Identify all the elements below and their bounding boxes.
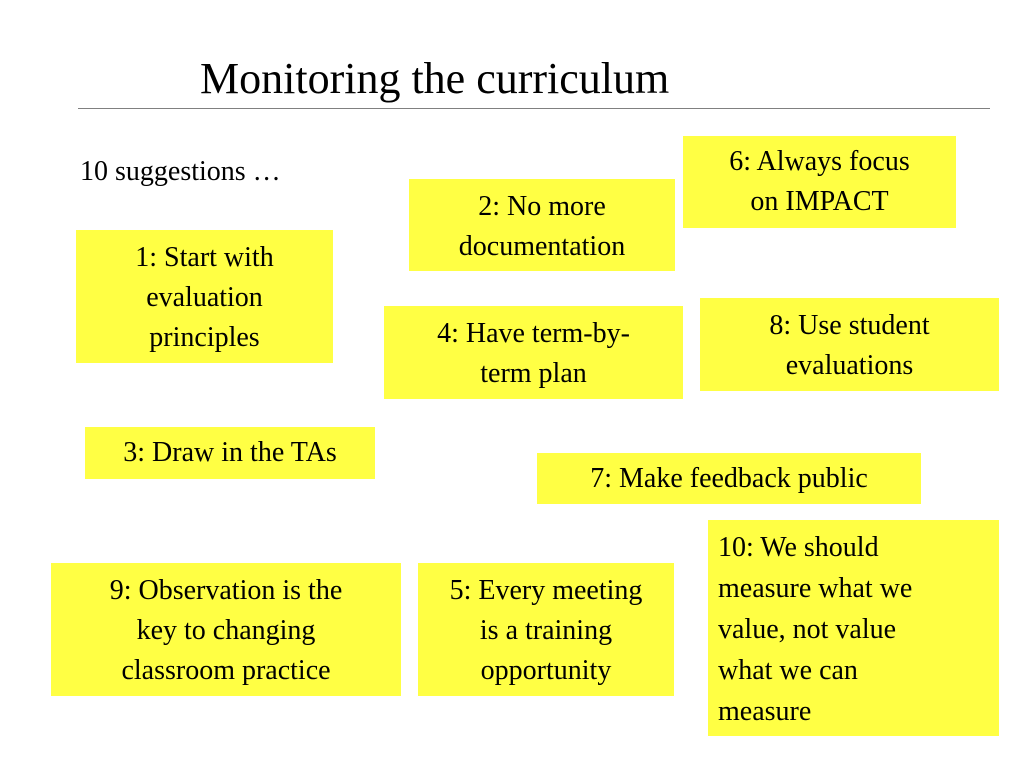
suggestion-9-box bbox=[51, 563, 401, 696]
suggestion-5-line: opportunity bbox=[480, 655, 612, 686]
suggestion-5-box bbox=[418, 563, 674, 696]
suggestion-8-line: evaluations bbox=[785, 350, 914, 381]
suggestion-6-line: on IMPACT bbox=[750, 186, 889, 217]
suggestion-1-line: evaluation bbox=[146, 282, 263, 313]
suggestion-6-box bbox=[683, 136, 956, 228]
suggestion-7-box bbox=[537, 453, 921, 504]
suggestion-7-line: 7: Make feedback public bbox=[590, 463, 868, 494]
suggestion-10-line: measure what we bbox=[718, 573, 913, 604]
suggestion-10-line: what we can bbox=[718, 655, 858, 686]
suggestion-8-box bbox=[700, 298, 999, 391]
suggestion-5-line: is a training bbox=[479, 615, 613, 646]
suggestion-9-line: key to changing bbox=[136, 615, 316, 646]
suggestion-9-line: 9: Observation is the bbox=[109, 575, 343, 606]
suggestion-10-box bbox=[708, 520, 999, 736]
suggestion-1-line: 1: Start with bbox=[135, 242, 274, 273]
slide-subtitle: 10 suggestions … bbox=[80, 156, 281, 187]
suggestion-4-line: term plan bbox=[480, 358, 587, 389]
suggestion-2-line: documentation bbox=[458, 231, 626, 262]
suggestion-3-box bbox=[85, 427, 375, 479]
suggestion-3-line: 3: Draw in the TAs bbox=[123, 437, 337, 468]
suggestion-10-line: 10: We should bbox=[718, 532, 879, 563]
suggestion-1-box bbox=[76, 230, 333, 363]
slide-title: Monitoring the curriculum bbox=[200, 54, 670, 103]
suggestion-5-line: 5: Every meeting bbox=[449, 575, 643, 606]
suggestion-10-line: measure bbox=[718, 696, 812, 727]
suggestion-8-line: 8: Use student bbox=[769, 310, 930, 341]
suggestion-4-box bbox=[384, 306, 683, 399]
title-divider bbox=[78, 108, 990, 109]
suggestion-6-line: 6: Always focus bbox=[729, 146, 910, 177]
suggestion-1-line: principles bbox=[149, 322, 260, 353]
suggestion-2-box bbox=[409, 179, 675, 271]
suggestion-9-line: classroom practice bbox=[121, 655, 331, 686]
suggestion-2-line: 2: No more bbox=[478, 191, 606, 222]
suggestion-4-line: 4: Have term-by- bbox=[437, 318, 630, 349]
suggestion-10-line: value, not value bbox=[718, 614, 897, 645]
